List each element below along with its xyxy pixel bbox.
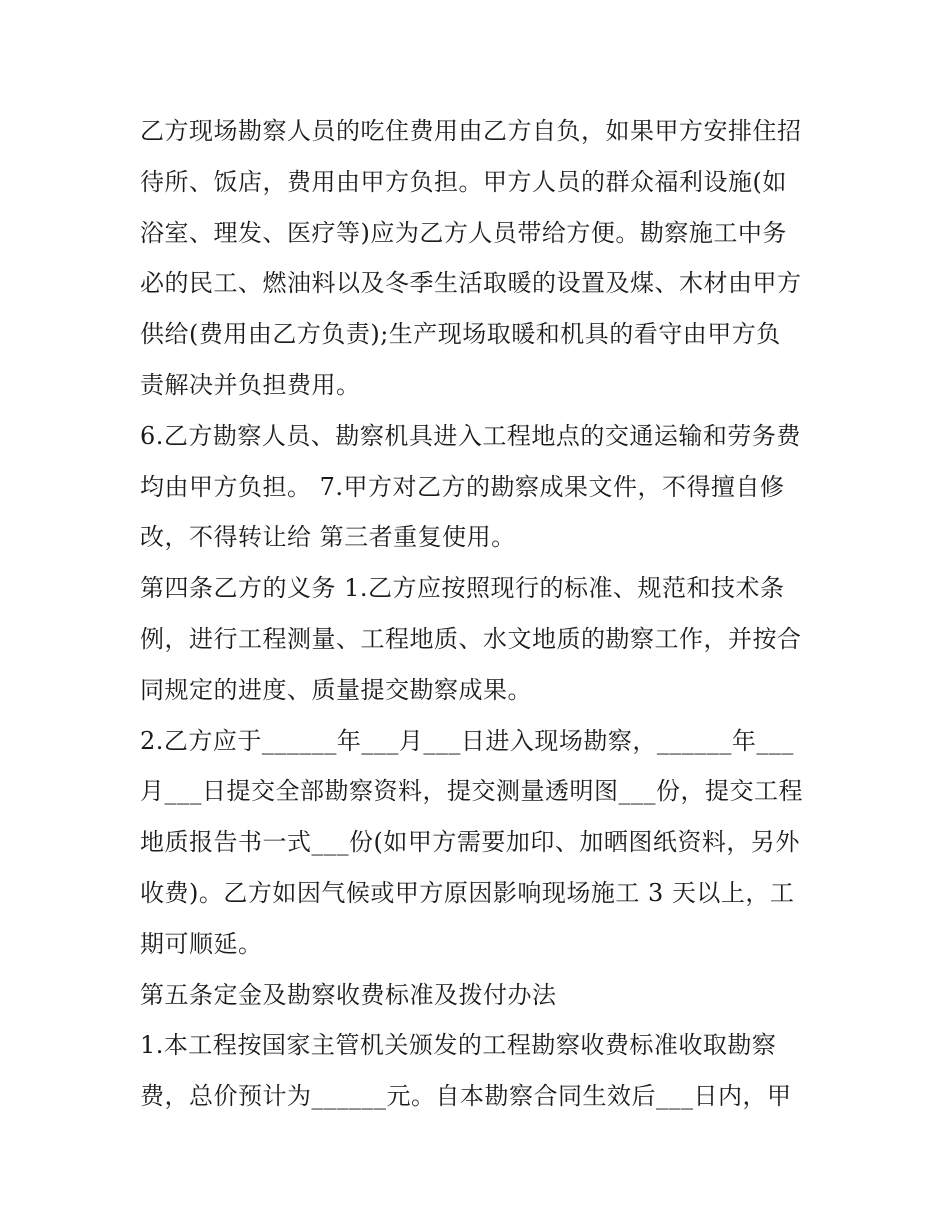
text-line: 改，不得转让给 第三者重复使用。 [140, 523, 516, 552]
text-line: 例，进行工程测量、工程地质、水文地质的勘察工作，并按合 [140, 624, 802, 653]
text-line: 均由甲方负担。 7.甲方对乙方的勘察成果文件，不得擅自修 [140, 472, 785, 501]
text-line: 期可顺延。 [140, 929, 263, 958]
text-line: 待所、饭店，费用由甲方负担。甲方人员的群众福利设施(如 [140, 167, 787, 196]
text-line: 同规定的进度、质量提交勘察成果。 [140, 675, 532, 704]
text-line: 地质报告书一式___份(如甲方需要加印、加晒图纸资料，另外 [140, 828, 800, 857]
text-line: 月___日提交全部勘察资料，提交测量透明图___份，提交工程 [140, 777, 803, 806]
text-line: 供给(费用由乙方负责);生产现场取暖和机具的看守由甲方负 [140, 320, 781, 349]
text-line: 浴室、理发、医疗等)应为乙方人员带给方便。勘察施工中务 [140, 218, 787, 247]
text-line: 必的民工、燃油料以及冬季生活取暖的设置及煤、木材由甲方 [140, 269, 802, 298]
text-line: 收费)。乙方如因气候或甲方原因影响现场施工 3 天以上，工 [140, 878, 795, 907]
text-line: 第四条乙方的义务 1.乙方应按照现行的标准、规范和技术条 [140, 574, 785, 603]
text-line: 责解决并负担费用。 [140, 370, 361, 399]
text-line: 第五条定金及勘察收费标准及拨付办法 [140, 980, 557, 1009]
text-line: 费，总价预计为______元。自本勘察合同生效后___日内，甲 [140, 1082, 792, 1111]
text-line: 乙方现场勘察人员的吃住费用由乙方自负，如果甲方安排住招 [140, 117, 802, 145]
text-line: 2.乙方应于______年___月___日进入现场勘察，______年___ [140, 726, 794, 755]
text-line: 1.本工程按国家主管机关颁发的工程勘察收费标准收取勘察 [140, 1031, 777, 1060]
text-line: 6.乙方勘察人员、勘察机具进入工程地点的交通运输和劳务费 [140, 421, 801, 450]
document-body [140, 106, 820, 1122]
